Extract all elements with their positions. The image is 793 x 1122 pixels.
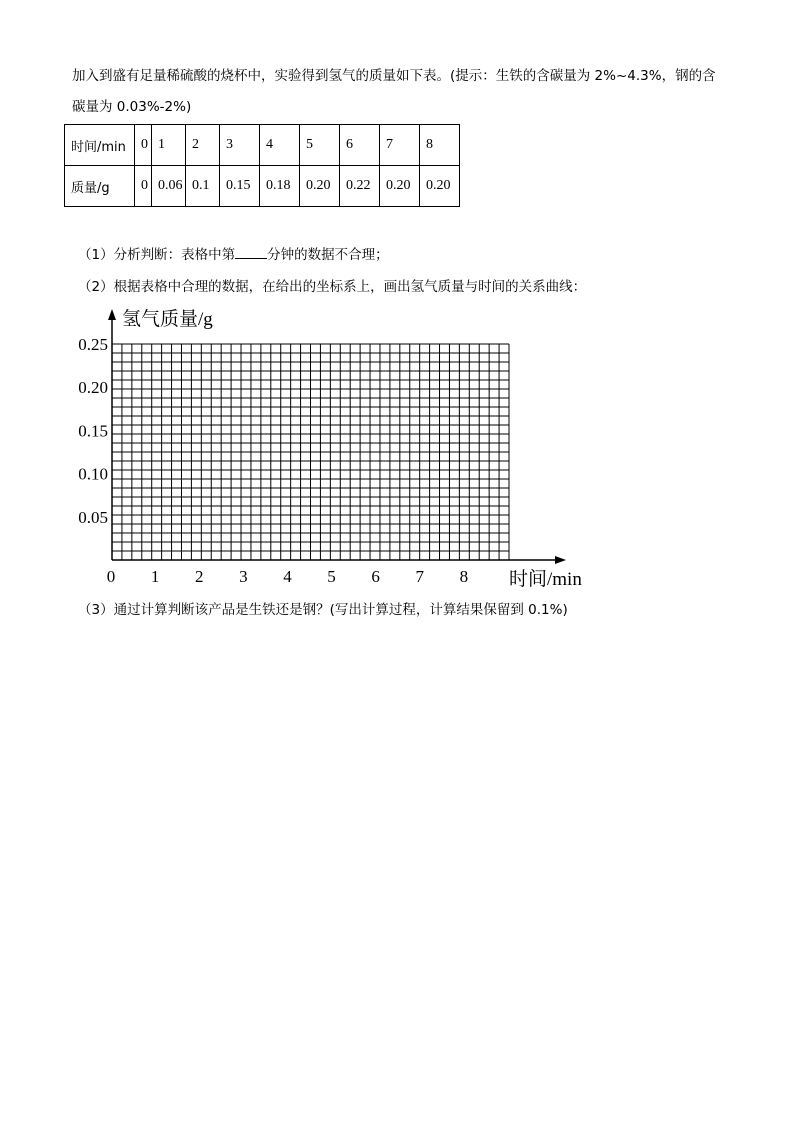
mass-cell: 0.20 <box>300 166 340 207</box>
y-axis-label: 氢气质量/g <box>122 309 213 330</box>
mass-header-cell: 质量/g <box>65 166 135 207</box>
mass-cell: 0.20 <box>380 166 420 207</box>
mass-cell: 0.22 <box>340 166 380 207</box>
time-cell: 0 <box>135 125 152 166</box>
answer-blank[interactable] <box>235 244 267 259</box>
x-tick-label: 1 <box>150 567 160 586</box>
x-tick-label: 2 <box>194 567 204 586</box>
time-header-cell: 时间/min <box>65 125 135 166</box>
hydrogen-time-graph[interactable] <box>60 300 600 595</box>
mass-cell: 0.15 <box>220 166 260 207</box>
x-axis-arrow <box>555 556 566 564</box>
grid <box>112 344 509 560</box>
y-tick-label: 0.20 <box>78 378 108 398</box>
x-tick-label: 4 <box>283 567 292 586</box>
mass-cell: 0.06 <box>152 166 186 207</box>
time-cell: 5 <box>300 125 340 166</box>
intro-line-1: 加入到盛有足量稀硫酸的烧杯中，实验得到氢气的质量如下表。(提示：生铁的含碳量为 2%~4.3%，钢的含 <box>72 68 716 84</box>
table-row-mass <box>65 166 460 207</box>
question-2: （2）根据表格中合理的数据，在给出的坐标系上，画出氢气质量与时间的关系曲线： <box>78 279 587 295</box>
time-cell: 6 <box>340 125 380 166</box>
y-tick-label: 0.15 <box>78 421 108 441</box>
x-axis-label: 时间/min <box>509 569 582 590</box>
x-tick-label: 7 <box>415 567 425 586</box>
y-tick-label: 0.10 <box>78 464 108 484</box>
mass-cell: 0.1 <box>186 166 220 207</box>
x-tick-label: 3 <box>239 567 248 586</box>
time-cell: 1 <box>152 125 186 166</box>
question-3: （3）通过计算判断该产品是生铁还是钢？(写出计算过程，计算结果保留到 0.1%) <box>78 602 568 618</box>
x-tick-label: 5 <box>327 567 336 586</box>
question-1-suffix: 分钟的数据不合理； <box>267 247 389 263</box>
question-1-prefix: （1）分析判断：表格中第 <box>78 247 236 263</box>
mass-cell: 0 <box>135 166 152 207</box>
y-axis-arrow <box>108 309 116 320</box>
question-1 <box>78 244 389 265</box>
y-tick-label: 0.25 <box>78 335 108 354</box>
time-cell: 3 <box>220 125 260 166</box>
intro-line-2: 碳量为 0.03%-2%) <box>72 99 192 115</box>
time-cell: 2 <box>186 125 220 166</box>
time-cell: 8 <box>420 125 460 166</box>
table-row-time <box>65 125 460 166</box>
y-tick-label: 0.05 <box>78 507 108 527</box>
time-cell: 4 <box>260 125 300 166</box>
axes <box>108 309 566 564</box>
mass-cell: 0.20 <box>420 166 460 207</box>
x-tick-label: 6 <box>371 567 380 586</box>
x-tick-label: 0 <box>106 567 116 586</box>
x-tick-label: 8 <box>459 567 469 586</box>
mass-cell: 0.18 <box>260 166 300 207</box>
time-cell: 7 <box>380 125 420 166</box>
data-table <box>64 124 460 207</box>
